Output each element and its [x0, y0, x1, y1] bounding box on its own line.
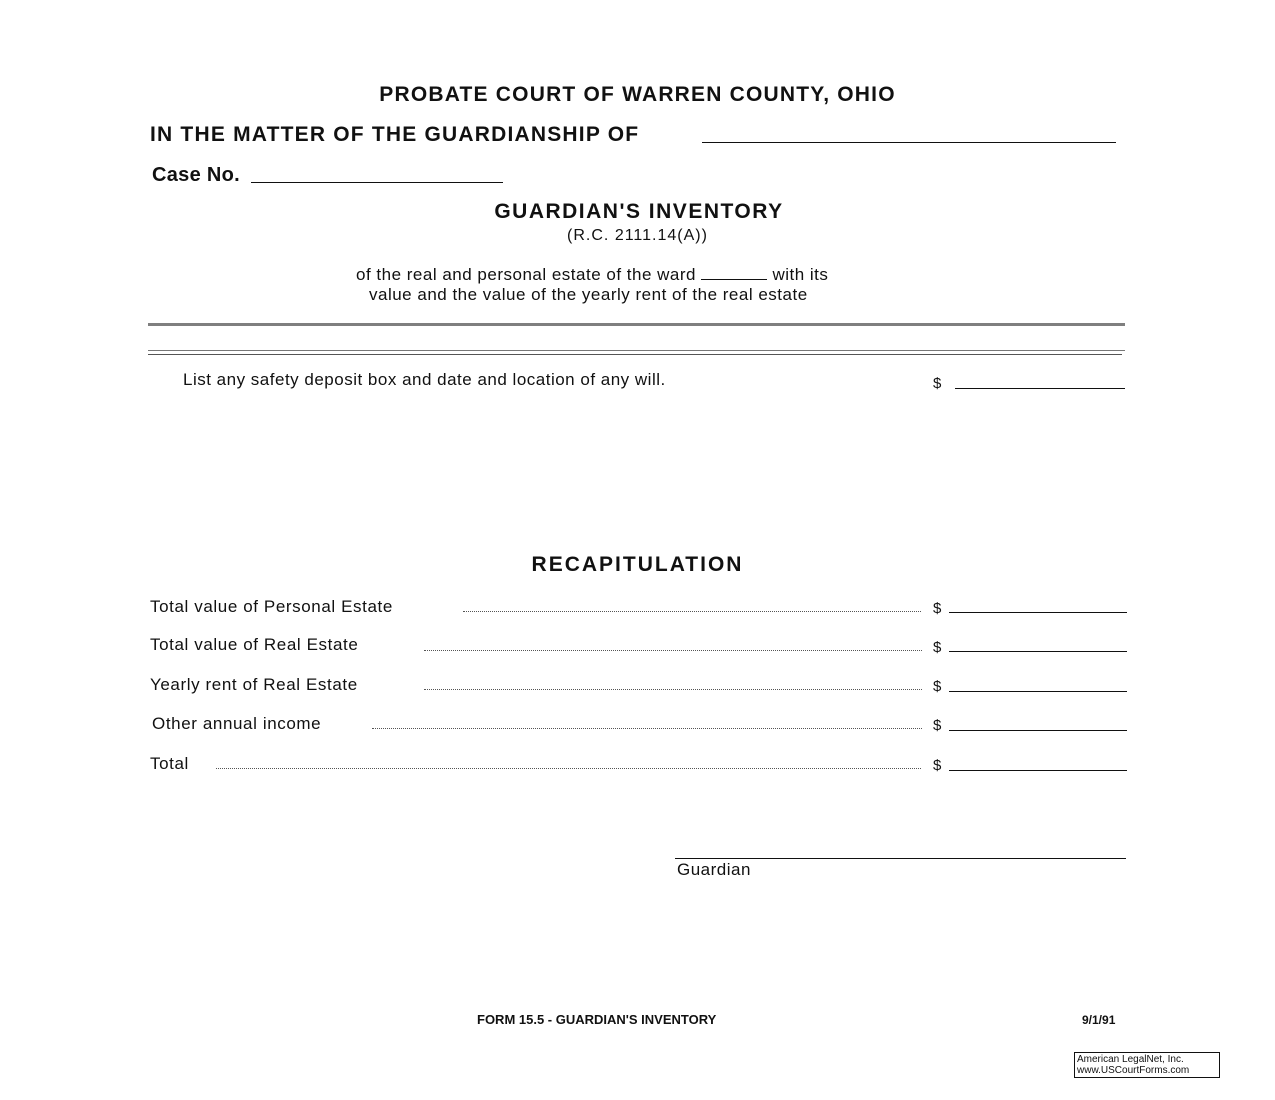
recap-row-total — [0, 754, 1275, 784]
real-estate-amount-field[interactable] — [949, 651, 1127, 652]
court-heading: PROBATE COURT OF WARREN COUNTY, OHIO — [379, 83, 896, 106]
description-text-before: of the real and personal estate of the ward — [356, 265, 696, 284]
statute-reference: (R.C. 2111.14(A)) — [567, 227, 708, 244]
currency-symbol: $ — [933, 678, 942, 695]
safety-deposit-instruction: List any safety deposit box and date and location of any will. — [183, 370, 666, 389]
publisher-url: www.USCourtForms.com — [1077, 1065, 1190, 1076]
guardianship-label: IN THE MATTER OF THE GUARDIANSHIP OF — [150, 123, 640, 146]
recap-row-real-estate — [0, 635, 1275, 665]
safety-currency-symbol: $ — [933, 375, 942, 392]
currency-symbol: $ — [933, 600, 942, 617]
form-date: 9/1/91 — [1082, 1013, 1116, 1027]
recap-label: Total value of Personal Estate — [150, 597, 393, 616]
recap-label: Total value of Real Estate — [150, 635, 359, 654]
dot-leader — [424, 650, 922, 651]
form-footer: FORM 15.5 - GUARDIAN'S INVENTORY — [477, 1012, 717, 1027]
total-amount-field[interactable] — [949, 770, 1127, 771]
recap-row-yearly-rent — [0, 675, 1275, 705]
recap-row-other-income — [0, 714, 1275, 744]
publisher-name: American LegalNet, Inc. — [1077, 1054, 1184, 1065]
form-title: GUARDIAN'S INVENTORY — [494, 200, 784, 223]
description-line-1 — [356, 265, 828, 285]
ward-name-field[interactable] — [702, 142, 1116, 143]
guardian-signature-field[interactable] — [675, 858, 1126, 859]
divider-double-top — [148, 350, 1125, 351]
safety-amount-field[interactable] — [955, 388, 1125, 389]
recap-label: Total — [150, 754, 189, 773]
description-line-2: value and the value of the yearly rent of the real estate — [369, 285, 808, 304]
description-text-after: with its — [772, 265, 829, 284]
personal-estate-amount-field[interactable] — [949, 612, 1127, 613]
dot-leader — [424, 689, 922, 690]
recap-label: Other annual income — [152, 714, 322, 733]
case-number-field[interactable] — [251, 182, 503, 183]
dot-leader — [372, 728, 922, 729]
recap-label: Yearly rent of Real Estate — [150, 675, 358, 694]
publisher-stamp — [1074, 1052, 1220, 1078]
divider-thick — [148, 323, 1125, 326]
guardian-signature-label: Guardian — [677, 860, 751, 879]
recapitulation-heading: RECAPITULATION — [531, 553, 744, 576]
ward-blank-field[interactable] — [701, 266, 767, 280]
case-number-label: Case No. — [152, 164, 240, 186]
currency-symbol: $ — [933, 757, 942, 774]
currency-symbol: $ — [933, 717, 942, 734]
currency-symbol: $ — [933, 639, 942, 656]
dot-leader — [463, 611, 921, 612]
divider-double-bottom — [148, 354, 1122, 355]
other-income-amount-field[interactable] — [949, 730, 1127, 731]
recap-row-personal-estate — [0, 597, 1275, 627]
dot-leader — [216, 768, 921, 769]
yearly-rent-amount-field[interactable] — [949, 691, 1127, 692]
